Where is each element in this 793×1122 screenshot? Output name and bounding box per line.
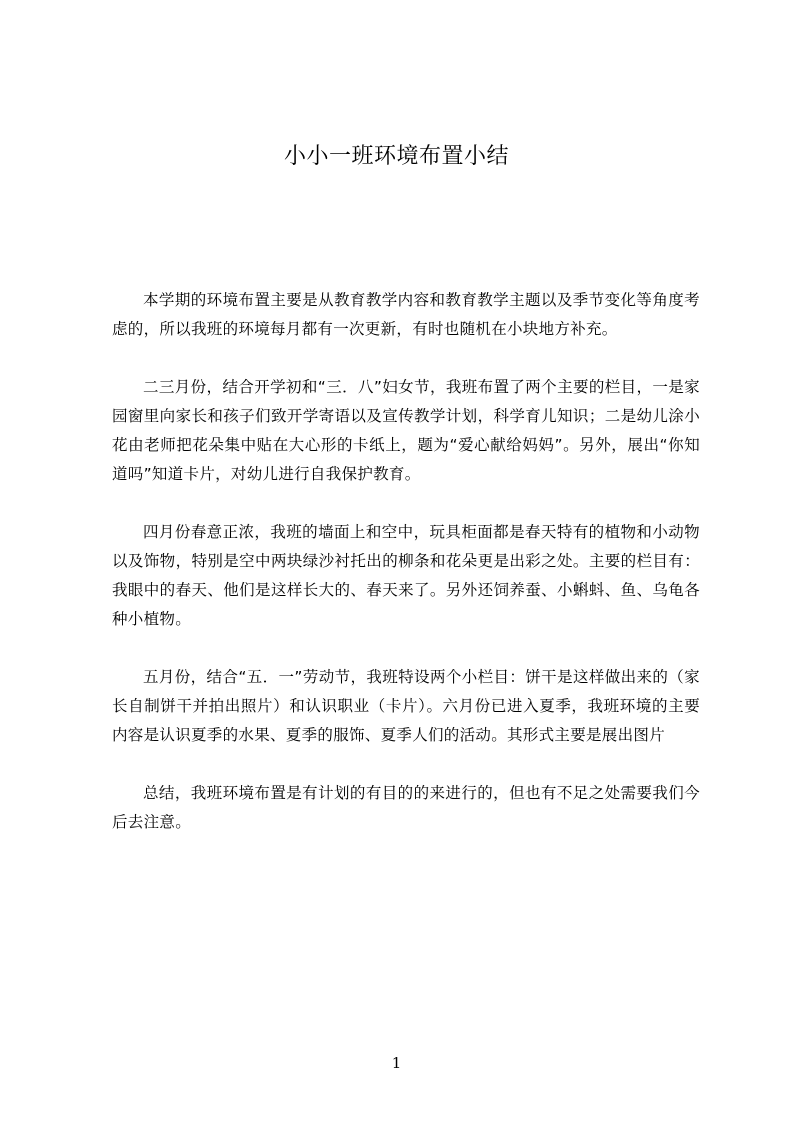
paragraph-feb-march: 二三月份，结合开学初和“三．八”妇女节，我班布置了两个主要的栏目，一是家园窗里向家长和孩子们致开学寄语以及宣传教学计划，科学育儿知识；二是幼儿涂小花由老师把花朵集中贴在大心形的卡纸上，题为“爱心献给妈妈”。另外，展出“你知道吗”知道卡片，对幼儿进行自我保护教育。 [112, 378, 700, 483]
paragraph-summary: 总结，我班环境布置是有计划的有目的的来进行的，但也有不足之处需要我们今后去注意。 [112, 784, 700, 831]
document-title: 小小一班环境布置小结 [283, 144, 509, 169]
paragraph-intro: 本学期的环境布置主要是从教育教学内容和教育教学主题以及季节变化等角度考虑的，所以我班的环境每月都有一次更新，有时也随机在小块地方补充。 [112, 291, 700, 338]
paragraph-april: 四月份春意正浓，我班的墙面上和空中，玩具柜面都是春天特有的植物和小动物以及饰物，特别是空中两块绿沙衬托出的柳条和花朵更是出彩之处。主要的栏目有：我眼中的春天、他们是这样长大的、春天来了。另外还饲养蚕、小蝌蚪、鱼、乌龟各种小植物。 [112, 523, 700, 628]
page-number: 1 [391, 1054, 402, 1072]
document-body [112, 286, 700, 866]
paragraph-may-june: 五月份，结合“五．一”劳动节，我班特设两个小栏目：饼干是这样做出来的（家长自制饼干并拍出照片）和认识职业（卡片）。六月份已进入夏季，我班环境的主要内容是认识夏季的水果、夏季的服饰、夏季人们的活动。其形式主要是展出图片 [112, 668, 700, 744]
